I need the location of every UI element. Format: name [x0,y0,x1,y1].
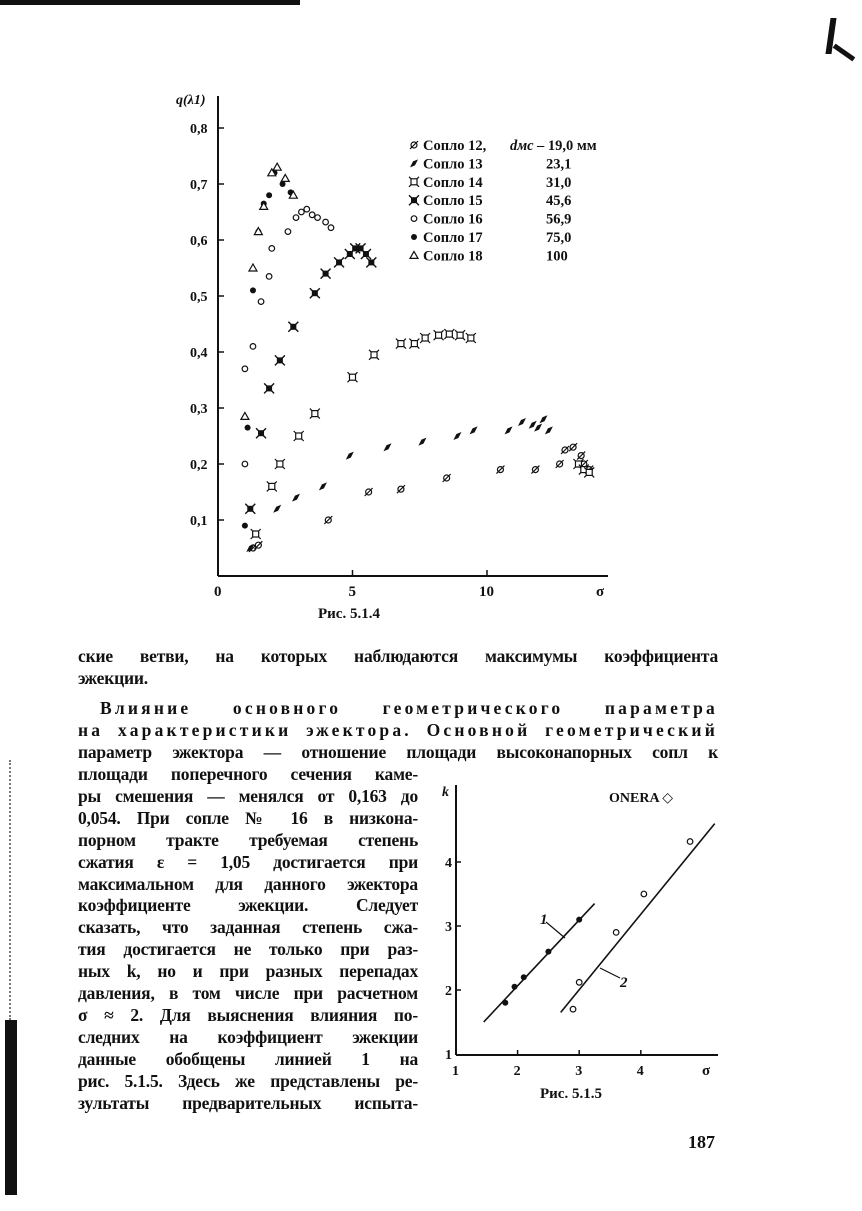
x-tick-label: 4 [636,1064,644,1079]
x-tick-label: 5 [348,584,356,600]
text-line: рис. 5.1.5. Здесь же представлены ре- [78,1070,418,1091]
y-tick-label: 0,2 [190,458,208,473]
y-tick-label: 1 [445,1048,452,1063]
legend-label: Сопло 14 [423,174,483,191]
legend-value: 100 [546,248,568,265]
legend-value: 31,0 [546,174,572,191]
data-point [545,949,551,955]
y-tick-label: 2 [445,984,452,999]
text-line: сжатия ε = 1,05 достигается при [78,851,418,872]
text-line: Влияние основного геометрического параметра [100,698,718,718]
legend-value: 45,6 [546,193,572,210]
annotation-onera: ONERA ◇ [609,791,674,806]
x-tick-label: 10 [479,584,494,600]
x-axis-label: σ [596,584,605,600]
y-tick-label: 0,1 [190,514,208,529]
series-2 [561,824,715,1013]
legend-value: 56,9 [546,211,572,228]
y-tick-label: 0,5 [190,290,208,305]
data-point [512,984,518,990]
legend-label: Сопло 13 [423,156,483,173]
text-line: следних на коэффициент эжекции [78,1026,418,1047]
page-number: 187 [688,1132,715,1152]
text-line: порном тракте требуемая степень [78,829,418,850]
data-point [521,974,527,980]
text-line: тия достигается не только при раз- [78,939,418,960]
line-label-1: 1 [540,912,548,928]
text-line: максимальном для данного эжектора [78,873,418,894]
data-point [641,891,647,897]
legend-label: Сопло 15 [423,193,483,210]
x-tick-label: 2 [513,1064,521,1079]
fit-line [561,824,715,1013]
text-line: 0,054. При сопле № 16 в низкона- [78,807,418,828]
y-tick-label: 0,4 [190,346,208,361]
text-line: ных k, но и при разных перепадах [78,961,418,982]
legend-label: Сопло 17 [423,230,483,246]
leader-line-1 [546,922,565,938]
y-tick-label: 4 [445,856,452,871]
y-tick-label: 0,3 [190,402,208,417]
figure-5-1-4-caption: Рис. 5.1.4 [318,606,380,622]
data-point [576,980,582,986]
legend-header: dмс [510,138,534,154]
data-point [502,1000,508,1006]
text-line: параметр эжектора — отношение площади высоконапорных сопл к [78,742,718,762]
leader-line-2 [600,968,620,978]
y-axis-label: q(λ1) [176,93,206,108]
text-line: коэффициенте эжекции. Следует [78,895,418,916]
text-line: площади поперечного сечения каме- [78,764,418,784]
y-tick-label: 0,8 [190,122,208,137]
legend-label: Сопло 18 [423,248,483,265]
x-tick-label: 1 [452,1064,459,1079]
legend-value: – 19,0 мм [537,138,597,154]
legend-label: Сопло 16 [423,211,483,228]
text-line: ры смешения — менялся от 0,163 до [78,785,418,806]
legend-value: 75,0 [546,230,572,246]
data-point [687,839,693,845]
text-line: на характеристики эжектора. Основной геометрический [78,720,718,740]
x-axis-label: σ [702,1063,711,1079]
data-point [576,917,582,923]
text-line: данные обобщены линией 1 на [78,1048,418,1069]
data-point [613,930,619,936]
text-line: σ ≈ 2. Для выяснения влияния по- [78,1004,418,1025]
legend-label: Сопло 12, [423,138,487,154]
x-tick-label: 0 [214,584,222,600]
legend-value: 23,1 [546,156,572,173]
y-tick-label: 3 [445,920,452,935]
text-line: эжекции. [78,668,148,688]
text-line: давления, в том числе при расчетном [78,983,418,1003]
y-tick-label: 0,6 [190,234,208,249]
figure-5-1-5-caption: Рис. 5.1.5 [540,1086,602,1102]
y-axis-label: k [442,785,449,800]
x-tick-label: 3 [575,1064,583,1079]
y-tick-label: 0,7 [190,178,208,193]
text-line: зультаты предварительных испыта- [78,1092,418,1113]
text-line: ские ветви, на которых наблюдаются максимумы коэффициента [78,646,718,666]
line-label-2: 2 [620,975,628,991]
data-point [570,1006,576,1012]
text-line: сказать, что заданная степень сжа- [78,917,418,938]
